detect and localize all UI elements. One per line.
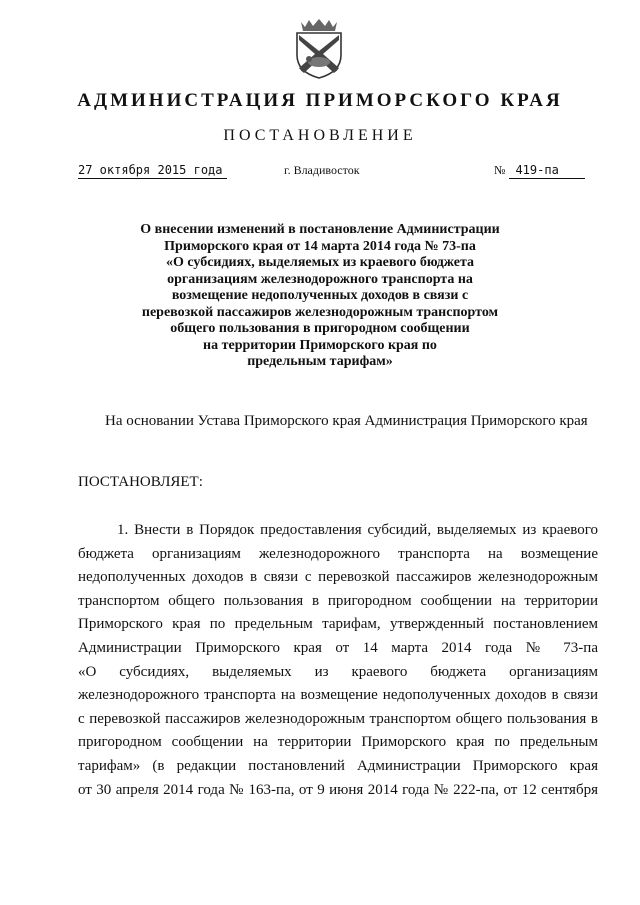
resolves-heading: ПОСТАНОВЛЯЕТ: — [78, 474, 203, 490]
subject-line: перевозкой пассажиров железнодорожным транспортом — [141, 304, 499, 320]
body-line: тарифам» (в редакции постановлений Администрации Приморского края — [78, 757, 598, 774]
document-type: ПОСТАНОВЛЕНИЕ — [223, 127, 417, 144]
document-number — [494, 162, 585, 179]
body-line: 1. Внести в Порядок предоставления субсидий, выделяемых из краевого — [117, 522, 598, 538]
subject-line: «О субсидиях, выделяемых из краевого бюджета — [165, 255, 475, 270]
agency-title: АДМИНИСТРАЦИЯ ПРИМОРСКОГО КРАЯ — [77, 90, 563, 111]
subject-line: возмещение недополученных доходов в связи с — [171, 288, 469, 303]
body-line: с перевозкой пассажиров железнодорожным транспортом общего пользования в — [78, 710, 598, 727]
body-line: железнодорожного транспорта на возмещение недополученных доходов в связи — [78, 687, 598, 704]
document-city: г. Владивосток — [284, 163, 360, 177]
number-value: 419-па — [509, 162, 585, 179]
legal-basis: На основании Устава Приморского края Администрация Приморского края — [105, 413, 588, 429]
coat-of-arms-emblem — [290, 18, 348, 80]
subject-line: Приморского края от 14 марта 2014 года № 73-па — [164, 238, 476, 254]
body-line: «О субсидиях, выделяемых из краевого бюджета организациям — [78, 663, 598, 680]
resolution-body — [78, 519, 598, 802]
body-line: бюджета организациям железнодорожного транспорта на возмещение — [78, 545, 598, 562]
subject-line: общего пользования в пригородном сообщении — [170, 321, 470, 336]
body-line: транспортом общего пользования в пригородном сообщении на территории — [78, 592, 598, 609]
number-sign: № — [494, 163, 506, 177]
body-line: пригородном сообщении на территории Приморского края по предельным — [78, 734, 598, 751]
subject-line: организациям железнодорожного транспорта на — [167, 271, 473, 287]
document-subject — [120, 222, 520, 371]
body-line: недополученных доходов в связи с перевозкой пассажиров железнодорожным — [78, 569, 598, 586]
body-line: от 30 апреля 2014 года № 163-па, от 9 июня 2014 года № 222-па, от 12 сентября — [78, 781, 598, 798]
body-line: Приморского края по предельным тарифам, утвержденный постановлением — [78, 616, 598, 633]
subject-line: на территории Приморского края по — [203, 337, 437, 353]
body-line: Администрации Приморского края от 14 марта 2014 года № 73-па — [78, 639, 598, 656]
document-date: 27 октября 2015 года — [78, 162, 227, 179]
subject-line: предельным тарифам» — [247, 354, 393, 369]
subject-line: О внесении изменений в постановление Администрации — [140, 222, 500, 237]
